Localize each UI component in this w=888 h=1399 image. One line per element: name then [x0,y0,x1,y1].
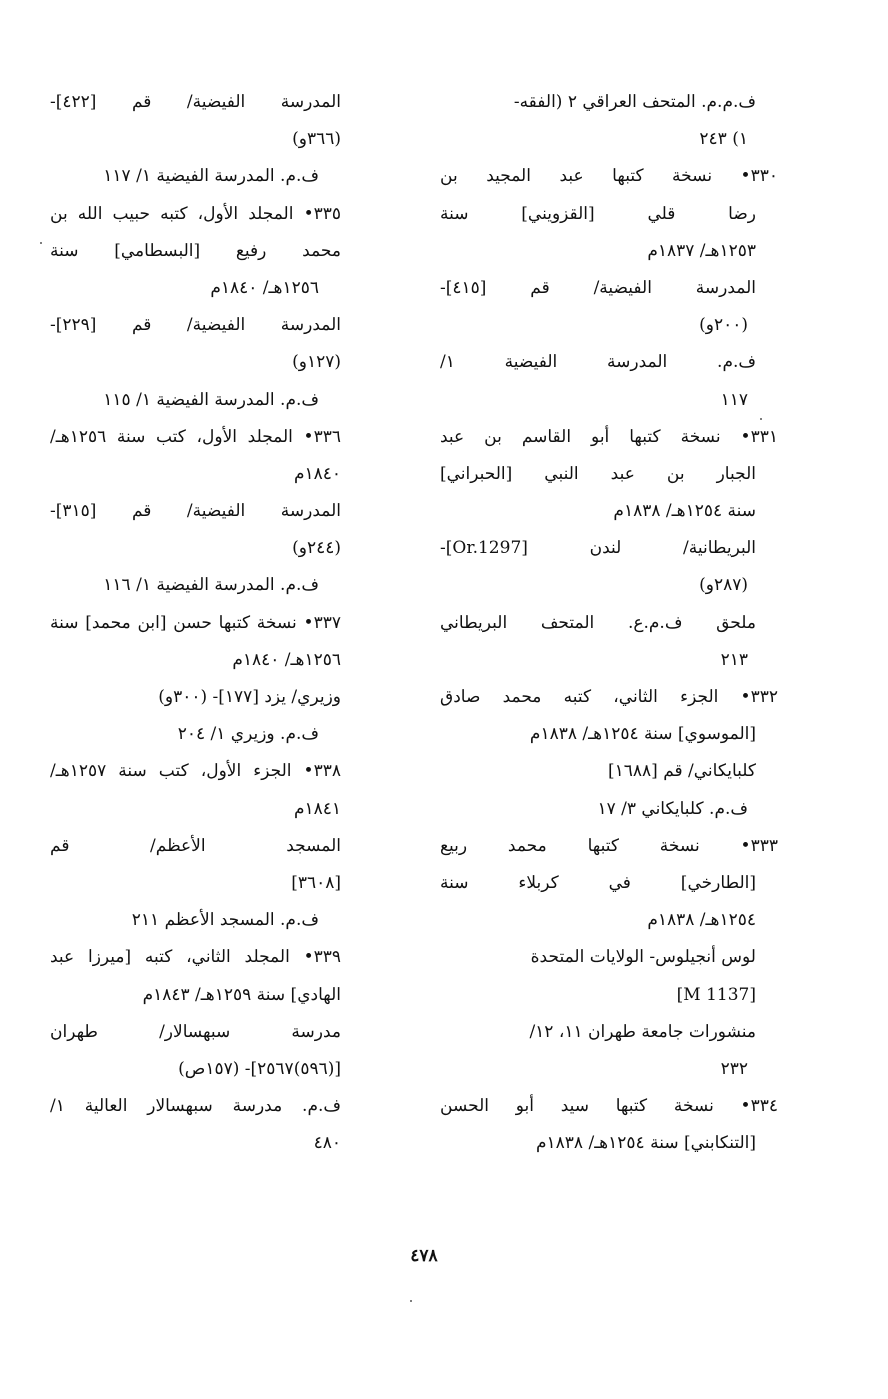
text-line: ف.م. المدرسة الفيضية ١/ ١١٧ [103,166,319,187]
text-line: ٣٣٠• نسخة كتبها عبد المجيد بن [440,166,778,187]
scan-speck [40,242,42,244]
scan-speck [410,1300,412,1302]
text-line: [٣٦٠٨] [291,872,341,893]
text-line: المدرسة الفيضية/ قم [٤١٥]- [440,277,756,298]
text-line: ٣٣٨• الجزء الأول، كتب سنة ١٢٥٧هـ/ [50,761,341,782]
text-line: منشورات جامعة طهران ١١، ١٢/ [529,1021,756,1042]
text-line: الجبار بن عبد النبي [الحبراني] [440,463,756,484]
text-line: وزيري/ يزد [١٧٧]- (٣٠٠و) [158,687,341,707]
text-line: [M 1137] [676,984,756,1005]
text-line: [الطارخي] في كربلاء سنة [440,872,756,893]
text-line: ٣٣٦• المجلد الأول، كتب سنة ١٢٥٦هـ/ [50,426,341,447]
text-line: ٣٣٢• الجزء الثاني، كتبه محمد صادق [440,687,778,707]
text-line: (٢٤٤و) [292,538,341,559]
text-line: ٣٣٩• المجلد الثاني، كتبه [ميرزا عبد [50,947,341,968]
text-line: ٤٨٠ [313,1133,341,1154]
text-line: ٣٣٧• نسخة كتبها حسن [ابن محمد] سنة [50,612,341,633]
text-line: ف.م.م. المتحف العراقي ٢ (الفقه- [513,92,756,112]
text-line: البريطانية/ لندن [Or.1297]- [440,538,756,559]
text-line: ف.م. مدرسة سبهسالار العالية ١/ [50,1096,341,1117]
text-line: ١١٧ [720,389,748,410]
text-line: ١٢٥٣هـ/ ١٨٣٧م [647,240,756,261]
text-line: (١٢٧و) [292,352,341,373]
right-column [440,84,778,1162]
page-number: ٤٧٨ [410,1246,438,1266]
text-line: (٢٨٧و) [699,575,748,596]
text-line: ٣٣١• نسخة كتبها أبو القاسم بن عبد [440,426,778,447]
text-line: المدرسة الفيضية/ قم [٤٢٢]- [50,92,341,112]
scan-speck [760,418,762,420]
text-line: ف.م. المدرسة الفيضية ١/ ١١٥ [103,389,319,410]
text-line: ٢١٣ [720,649,748,670]
text-line: ف.م. كلبايكاني ٣/ ١٧ [597,798,748,819]
text-line: ف.م. المدرسة الفيضية ١/ ١١٦ [103,575,319,596]
text-line: ١٢٥٦هـ/ ١٨٤٠م [232,649,341,670]
text-line: [(٥٩٦)٢٥٦٧]- (١٥٧ص) [178,1058,341,1079]
text-line: محمد رفيع [البسطامي] سنة [50,240,341,261]
text-line: [الموسوي] سنة ١٢٥٤هـ/ ١٨٣٨م [529,724,756,745]
text-line: ٣٣٥• المجلد الأول، كتبه حبيب الله بن [50,203,341,224]
text-line: مدرسة سبهسالار/ طهران [50,1021,341,1042]
text-line: ملحق ف.م.ع. المتحف البريطاني [440,612,756,633]
text-line: رضا قلي [القزويني] سنة [440,203,756,224]
text-line: ف.م. المدرسة الفيضية ١/ [440,352,756,373]
text-line: المدرسة الفيضية/ قم [٢٢٩]- [50,315,341,336]
text-line: ٣٣٣• نسخة كتبها محمد ربيع [440,835,778,856]
left-column [50,84,341,1162]
text-line: (٣٦٦و) [292,129,341,150]
text-line: ٢٣٢ [720,1058,748,1079]
text-line: المدرسة الفيضية/ قم [٣١٥]- [50,501,341,522]
text-line: ١٢٥٦هـ/ ١٨٤٠م [210,277,319,298]
text-line: المسجد الأعظم/ قم [50,835,341,856]
text-line: ١٨٤٠م [293,463,341,484]
text-line: (٢٠٠و) [699,315,748,336]
text-line: ١) ٢٤٣ [699,129,748,150]
text-line: ف.م. وزيري ١/ ٢٠٤ [177,724,319,745]
text-line: ١٢٥٤هـ/ ١٨٣٨م [647,910,756,931]
text-line: لوس أنجيلوس- الولايات المتحدة [530,947,756,968]
text-line: ف.م. المسجد الأعظم ٢١١ [131,910,319,931]
text-line: سنة ١٢٥٤هـ/ ١٨٣٨م [613,501,756,522]
text-line: ٣٣٤• نسخة كتبها سيد أبو الحسن [440,1096,778,1117]
text-line: [التنكابني] سنة ١٢٥٤هـ/ ١٨٣٨م [536,1133,756,1154]
text-line: كلبايكاني/ قم [١٦٨٨] [607,761,756,782]
text-line: الهادي] سنة ١٢٥٩هـ/ ١٨٤٣م [142,984,341,1005]
text-line: ١٨٤١م [293,798,341,819]
